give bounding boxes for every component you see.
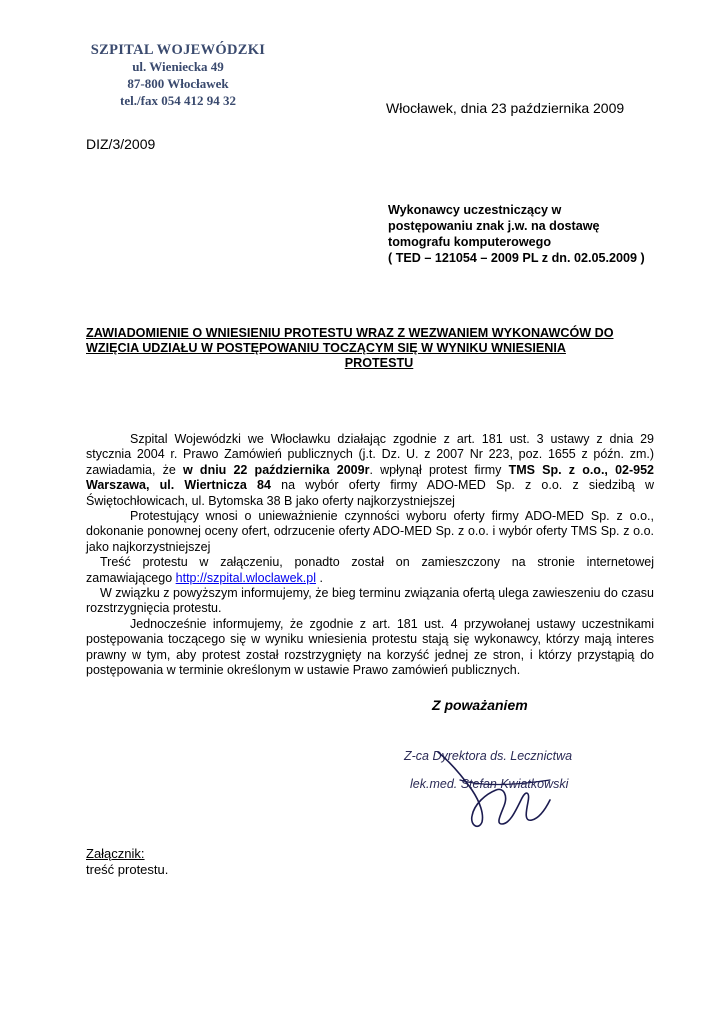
protest-date: w dniu 22 października 2009r bbox=[183, 462, 370, 477]
recipient-line: Wykonawcy uczestniczący w bbox=[388, 203, 562, 217]
text-run: na wybór oferty firmy ADO-MED Sp. z o.o. z siedzibą w Świętochłowicach, ul. Bytomska 38 B jako oferty najkorzystniejszej bbox=[86, 478, 655, 508]
hospital-name: SZPITAL WOJEWÓDZKI bbox=[90, 42, 266, 58]
title-line: WZIĘCIA UDZIAŁU W POSTĘPOWANIU TOCZĄCYM SIĘ W WYNIKU WNIESIENIA bbox=[86, 341, 566, 355]
recipient-line: postępowaniu znak j.w. na dostawę bbox=[388, 219, 600, 233]
signature-stamp-title: Z-ca Dyrektora ds. Lecznictwa bbox=[404, 749, 573, 763]
text-run: Szpital Wojewódzki we Włocławku działając zgodnie z art. 181 ust. 3 ustawy z dnia 29 stycznia 2004 r. Prawo Zamówień publicznych (j.t. Dz. U. z 2007 Nr 223, poz. 1655 z późn. zm.) zawiadamia, że bbox=[86, 432, 654, 477]
hospital-phone: tel./fax 054 412 94 32 bbox=[120, 93, 236, 108]
hospital-city: 87-800 Włocławek bbox=[127, 76, 229, 91]
signature-stamp-name: lek.med. Stefan Kwiatkowski bbox=[410, 777, 569, 791]
text-run: Treść protestu w załączeniu, ponadto został on zamieszczony na stronie internetowej zamawiającego bbox=[86, 555, 654, 585]
handwritten-signature bbox=[400, 740, 600, 840]
recipient-block bbox=[388, 202, 688, 266]
paragraph: Protestujący wnosi o unieważnienie czynności wyboru oferty firmy ADO-MED Sp. z o.o., dokonanie ponownej oceny ofert, odrzucenie oferty ADO-MED Sp. z o.o. i wybór oferty TMS Sp. z o.o. jako najkorzystniejszej bbox=[86, 509, 654, 554]
recipient-line: ( TED – 121054 – 2009 PL z dn. 02.05.2009 ) bbox=[388, 251, 645, 265]
paragraph: Jednocześnie informujemy, że zgodnie z art. 181 ust. 4 przywołanej ustawy uczestnikami postępowania toczącego się w wyniku wniesienia protestu stają się wykonawcy, którzy mają interes prawny w tym, aby protest został rozstrzygnięty na korzyść jednej ze stron, i którzy przystąpią do postępowania w terminie określonym w ustawie Prawo zamówień publicznych. bbox=[86, 616, 654, 678]
hospital-street: ul. Wieniecka 49 bbox=[132, 59, 224, 74]
closing-phrase: Z poważaniem bbox=[432, 697, 528, 713]
document-title bbox=[86, 326, 672, 371]
protester-name: TMS Sp. z o.o., 02-952 Warszawa, ul. Wiertnicza 84 bbox=[86, 462, 654, 493]
title-line: ZAWIADOMIENIE O WNIESIENIU PROTESTU WRAZ Z WEZWANIEM WYKONAWCÓW DO bbox=[86, 326, 614, 340]
text-run: . bbox=[315, 570, 323, 585]
paragraph bbox=[86, 555, 654, 586]
website-link[interactable]: http://szpital.wloclawek.pl bbox=[175, 570, 316, 585]
text-run: . wpłynął protest firmy bbox=[369, 462, 509, 477]
letterhead-stamp bbox=[88, 42, 268, 109]
place-date: Włocławek, dnia 23 października 2009 bbox=[386, 100, 625, 116]
letter-body bbox=[86, 432, 654, 679]
paragraph bbox=[86, 432, 654, 509]
title-line: PROTESTU bbox=[344, 356, 414, 370]
attachment-item: treść protestu. bbox=[86, 862, 169, 877]
paragraph: W związku z powyższym informujemy, że bieg terminu związania ofertą ulega zawieszeniu do czasu rozstrzygnięcia protestu. bbox=[86, 586, 654, 616]
reference-number: DIZ/3/2009 bbox=[86, 136, 156, 152]
attachment-label: Załącznik: bbox=[86, 846, 145, 861]
recipient-line: tomografu komputerowego bbox=[388, 235, 552, 249]
